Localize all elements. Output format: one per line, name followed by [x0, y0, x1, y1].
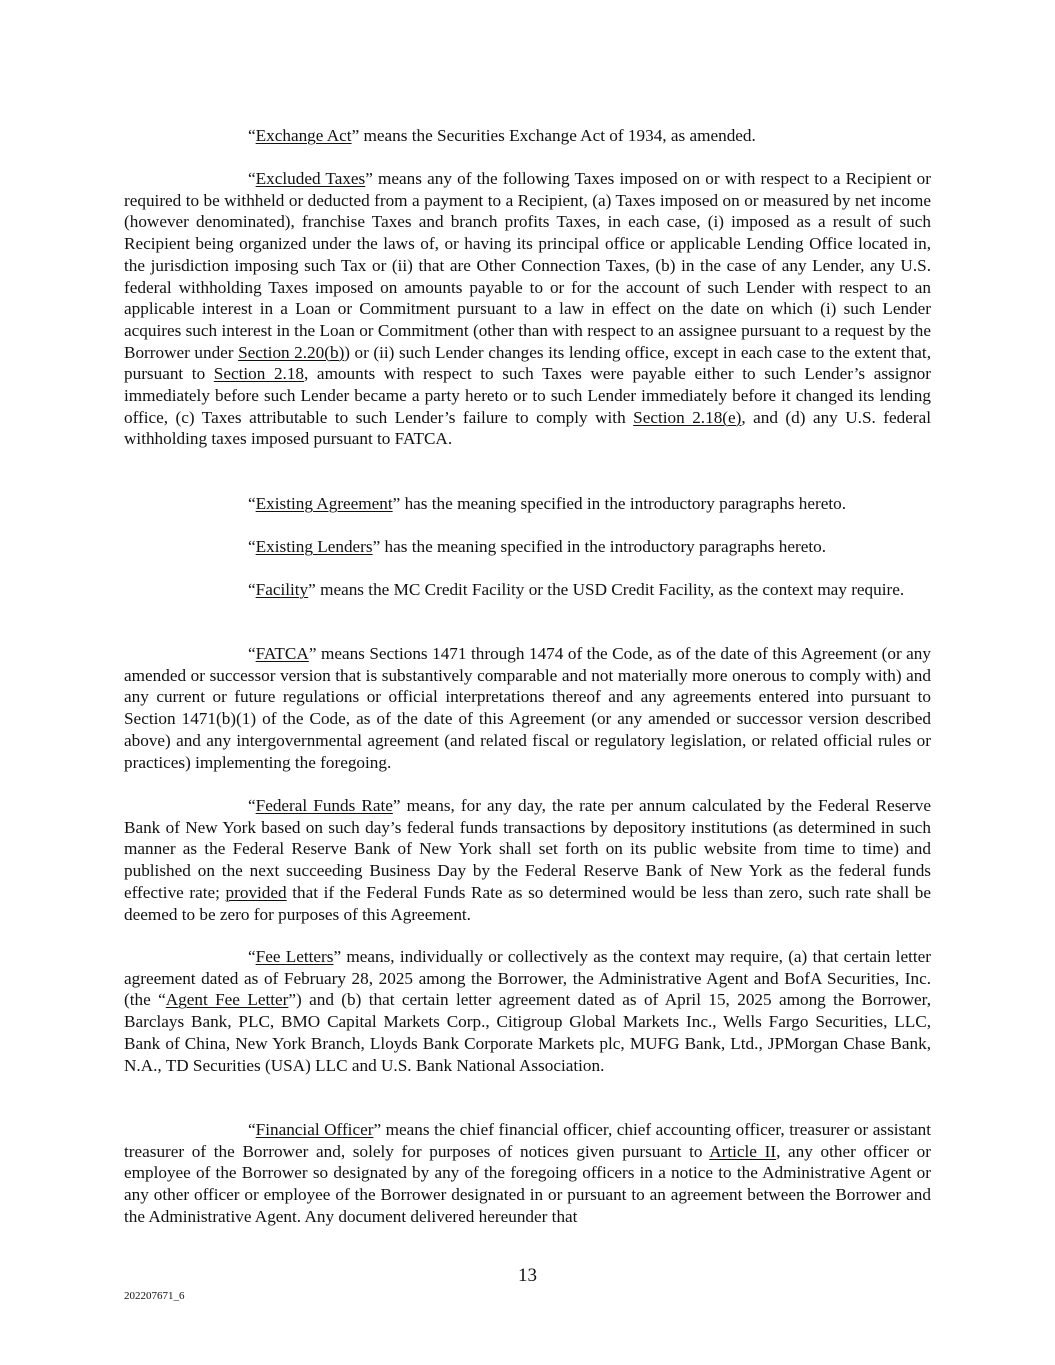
- definition-exchange-act: [124, 125, 931, 147]
- definition-existing-agreement: [124, 493, 931, 515]
- open-quote: “: [248, 169, 256, 188]
- definition-text: ” means, individually or collectively as the context may require, (a) that certain letter agreement dated as of February 28, 2025 among the Borrower, the Administrative Agent and BofA Securities, Inc. (the “: [124, 947, 931, 1010]
- cross-ref-article-ii: Article II: [709, 1141, 777, 1161]
- open-quote: “: [248, 537, 256, 556]
- cross-ref-section-2-18: Section 2.18: [213, 364, 305, 384]
- defined-term-exchange-act: Exchange Act: [255, 126, 352, 145]
- document-id: 202207671_6: [124, 1290, 185, 1302]
- definition-text: ” has the meaning specified in the introductory paragraphs hereto.: [392, 494, 847, 513]
- open-quote: “: [248, 644, 256, 663]
- definition-text: ” has the meaning specified in the introductory paragraphs hereto.: [372, 537, 826, 556]
- definition-text: ”) and (b) that certain letter agreement dated as of April 15, 2025 among the Borrower, Barclays Bank, PLC, BMO Capital Markets Corp., Citigroup Global Markets Inc., Wells Fargo Securities, LLC, Bank of China, New York Branch, Lloyds Bank Corporate Markets plc, MUFG Bank, Ltd., JPMorgan Chase Bank, N.A., TD Securities (USA) LLC and U.S. Bank National Association.: [124, 990, 931, 1075]
- defined-term-existing-agreement: Existing Agreement: [255, 494, 393, 513]
- definition-text: ” means any of the following Taxes imposed on or with respect to a Recipient or required to be withheld or deducted from a payment to a Recipient, (a) Taxes imposed on or measured by net income (however denominated), franchise Taxes and branch profits Taxes, in each case, (i) imposed as a result of such Recipient being organized under the laws of, or having its principal office or applicable Lending Office located in, the jurisdiction imposing such Tax or (ii) that are Other Connection Taxes, (b) in the case of any Lender, any U.S. federal withholding Taxes imposed on amounts payable to or for the account of such Lender with respect to an applicable interest in a Loan or Commitment pursuant to a law in effect on the date on which (i) such Lender acquires such interest in the Loan or Commitment (other than with respect to an assignee pursuant to a request by the Borrower under: [124, 169, 931, 362]
- open-quote: “: [248, 494, 256, 513]
- proviso-provided: provided: [225, 882, 287, 902]
- defined-term-fatca: FATCA: [255, 644, 309, 663]
- definition-financial-officer: [124, 1119, 931, 1228]
- open-quote: “: [248, 947, 256, 966]
- cross-ref-section-2-18e: Section 2.18(e): [633, 407, 742, 427]
- definition-federal-funds-rate: [124, 795, 931, 925]
- definition-text: ” means Sections 1471 through 1474 of the Code, as of the date of this Agreement (or any amended or successor version that is substantively comparable and not materially more onerous to comply with) and any current or future regulations or official interpretations thereof and any agreements entered into pursuant to Section 1471(b)(1) of the Code, as of the date of this Agreement (or any amended or successor version described above) and any intergovernmental agreement (and related fiscal or regulatory legislation, or related official rules or practices) implementing the foregoing.: [124, 644, 931, 772]
- defined-term-financial-officer: Financial Officer: [255, 1120, 374, 1139]
- definition-existing-lenders: [124, 536, 931, 558]
- defined-term-facility: Facility: [255, 580, 309, 599]
- definition-text: ” means the Securities Exchange Act of 1934, as amended.: [351, 126, 756, 145]
- definition-text: ” means the chief financial officer, chief accounting officer, treasurer or assistant treasurer of the Borrower and, solely for purposes of notices given pursuant to: [124, 1120, 931, 1161]
- open-quote: “: [248, 796, 256, 815]
- definition-text: ” means, for any day, the rate per annum calculated by the Federal Reserve Bank of New York based on such day’s federal funds transactions by depository institutions (as determined in such manner as the Federal Reserve Bank of New York shall set forth on its public website from time to time) and published on the next succeeding Business Day by the Federal Reserve Bank of New York as the federal funds effective rate;: [124, 796, 931, 902]
- definition-text: ” means the MC Credit Facility or the USD Credit Facility, as the context may require.: [308, 580, 905, 599]
- definition-text: , any other officer or employee of the Borrower so designated by any of the foregoing officers in a notice to the Administrative Agent or any other officer or employee of the Borrower designated in or pursuant to an agreement between the Borrower and the Administrative Agent. Any document delivered hereunder that: [124, 1141, 932, 1226]
- defined-term-existing-lenders: Existing Lenders: [255, 537, 373, 556]
- defined-term-fee-letters: Fee Letters: [255, 947, 334, 966]
- open-quote: “: [248, 580, 256, 599]
- definition-excluded-taxes: [124, 168, 931, 450]
- open-quote: “: [248, 1120, 256, 1139]
- cross-ref-section-2-20b: Section 2.20(b): [238, 342, 345, 362]
- definition-text: , and (d) any U.S. federal withholding taxes imposed pursuant to FATCA.: [124, 407, 931, 449]
- definition-text: , amounts with respect to such Taxes were payable either to such Lender’s assignor immediately before such Lender became a party hereto or to such Lender immediately before it changed its lending office, (c) Taxes attributable to such Lender’s failure to comply with: [124, 364, 931, 427]
- definition-fatca: [124, 643, 931, 773]
- open-quote: “: [248, 126, 256, 145]
- defined-term-agent-fee-letter: Agent Fee Letter: [165, 990, 289, 1010]
- defined-term-federal-funds-rate: Federal Funds Rate: [255, 796, 393, 815]
- defined-term-excluded-taxes: Excluded Taxes: [255, 169, 366, 188]
- definition-text: that if the Federal Funds Rate as so determined would be less than zero, such rate shall be deemed to be zero for purposes of this Agreement.: [124, 882, 932, 924]
- definition-facility: [124, 579, 931, 601]
- definition-fee-letters: [124, 946, 931, 1076]
- page-number: 13: [518, 1265, 537, 1286]
- definition-text: ) or (ii) such Lender changes its lending office, except in each case to the extent that, pursuant to: [124, 342, 931, 384]
